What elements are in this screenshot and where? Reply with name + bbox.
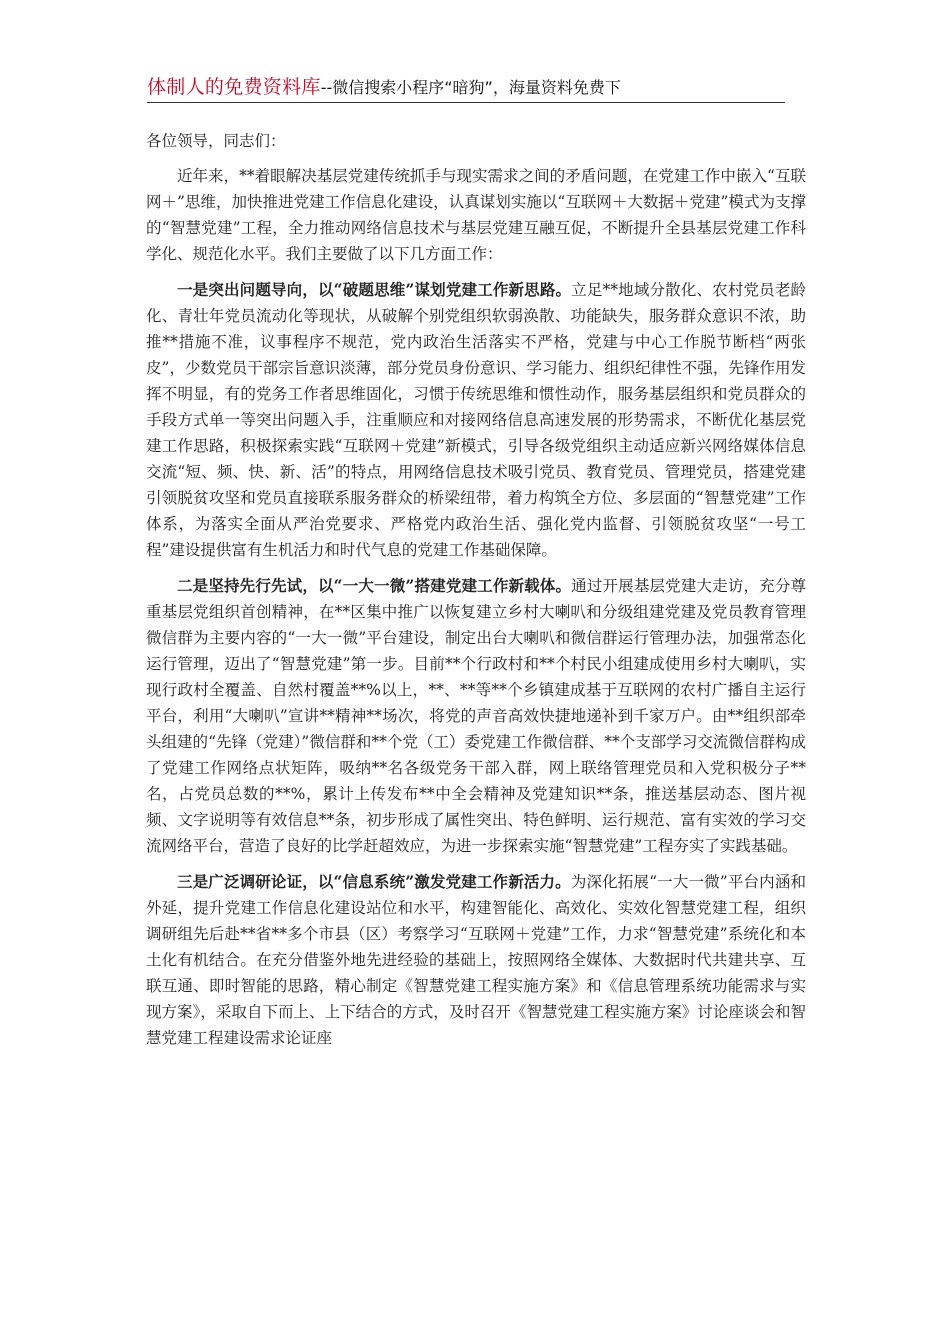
section-body: 为深化拓展“一大一微”平台内涵和外延，提升党建工作信息化建设站位和水平，构建智能化、高效化、实效化智慧党建工程，组织调研组先后赴**省**多个市县（区）考察学习“互联网＋党建”工作，力求“智慧党建”系统化和本土化有机结合。在充分借鉴外地先进经验的基础上，按照网络全媒体、大数据时代共建共享、互联互通、即时智能的思路，精心制定《智慧党建工程实施方案》和《信息管理系统功能需求与实现方案》，采取自下而上、上下结合的方式，及时召开《智慧党建工程实施方案》讨论座谈会和智慧党建工程建设需求论证座 [146,873,806,1047]
section-paragraph [146,277,806,563]
section-paragraph [146,573,806,859]
intro-paragraph: 近年来，**着眼解决基层党建传统抓手与现实需求之间的矛盾问题，在党建工作中嵌入“互联网＋”思维，加快推进党建工作信息化建设，认真谋划实施以“互联网＋大数据＋党建”模式为支撑的“智慧党建”工程，全力推动网络信息技术与基层党建互融互促，不断提升全县基层党建工作科学化、规范化水平。我们主要做了以下几方面工作： [146,167,806,263]
page-header [147,72,785,102]
header-tagline: --微信搜索小程序“暗狗”，海量资料免费下 [320,78,621,97]
section-body: 通过开展基层党建大走访，充分尊重基层党组织首创精神，在**区集中推广以恢复建立乡村大喇叭和分级组建党建及党员教育管理微信群为主要内容的“一大一微”平台建设，制定出台大喇叭和微信群运行管理办法，加强常态化运行管理，迈出了“智慧党建”第一步。目前**个行政村和**个村民小组建成使用乡村大喇叭，实现行政村全覆盖、自然村覆盖**%以上，**、**等**个乡镇建成基于互联网的农村广播自主运行平台，利用“大喇叭”宣讲**精神**场次，将党的声音高效快捷地递补到千家万户。由**组织部牵头组建的“先锋（党建）”微信群和**个党（工）委党建工作微信群、**个支部学习交流微信群构成了党建工作网络点状矩阵，吸纳**名各级党务干部入群，网上联络管理党员和入党积极分子**名，占党员总数的**%，累计上传发布**中全会精神及党建知识**条，推送基层动态、图片视频、文字说明等有效信息**条，初步形成了属性突出、特色鲜明、运行规范、富有实效的学习交流网络平台，营造了良好的比学赶超效应，为进一步探索实施“智慧党建”工程夯实了实践基础。 [146,577,806,855]
section-body: 立足**地域分散化、农村党员老龄化、青壮年党员流动化等现状，从破解个别党组织软弱涣散、功能缺失，服务群众意识不浓，助推**措施不准，议事程序不规范，党内政治生活落实不严格，党建与中心工作脱节断档“两张皮”，少数党员干部宗旨意识淡薄，部分党员身份意识、学习能力、组织纪律性不强，先锋作用发挥不明显，有的党务工作者思维固化，习惯于传统思维和惯性动作，服务基层组织和党员群众的手段方式单一等突出问题入手，注重顺应和对接网络信息高速发展的形势需求，不断优化基层党建工作思路，积极探索实践“互联网＋党建”新模式，引导各级党组织主动适应新兴网络媒体信息交流“短、频、快、新、活”的特点，用网络信息技术吸引党员、教育党员、管理党员，搭建党建引领脱贫攻坚和党员直接联系服务群众的桥梁纽带，着力构筑全方位、多层面的“智慧党建”工作体系，为落实全面从严治党要求、严格党内政治生活、强化党内监督、引领脱贫攻坚“一号工程”建设提供富有生机活力和时代气息的党建工作基础保障。 [146,281,806,559]
section-paragraph [146,869,806,1051]
section-lead: 三是广泛调研论证，以“信息系统”激发党建工作新活力。 [177,872,571,891]
document-body [146,128,806,1061]
header-divider [147,102,785,103]
header-brand: 体制人的免费资料库 [147,76,321,98]
section-lead: 一是突出问题导向，以“破题思维”谋划党建工作新思路。 [177,280,572,299]
salutation: 各位领导，同志们： [146,132,286,150]
section-lead: 二是坚持先行先试，以“一大一微”搭建党建工作新载体。 [177,576,572,595]
